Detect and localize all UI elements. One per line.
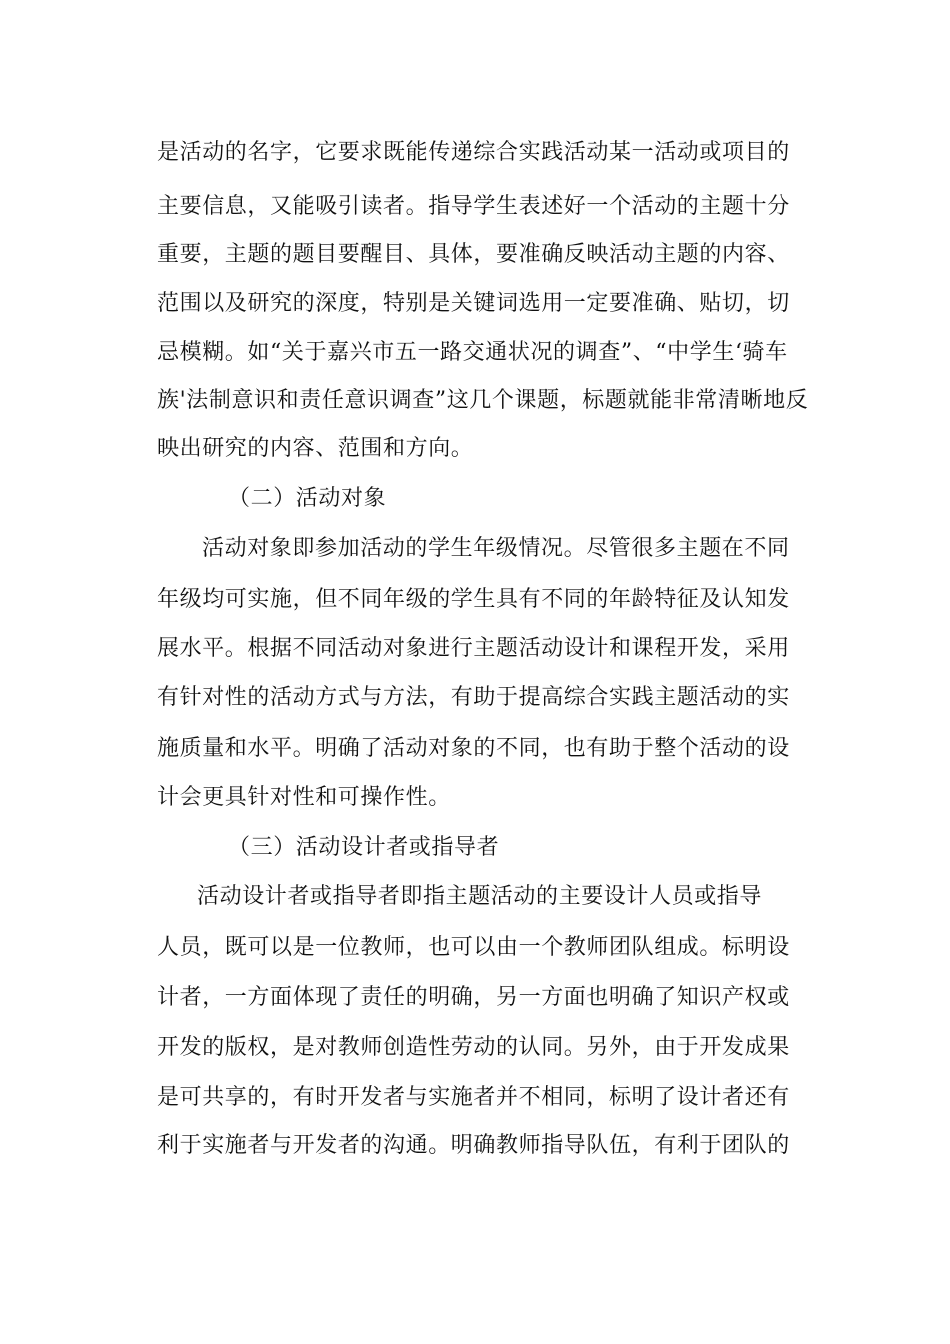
paragraph-line: 计会更具针对性和可操作性。 [157,785,451,810]
paragraph-line: 展水平。根据不同活动对象进行主题活动设计和课程开发，采用 [157,636,790,661]
paragraph-line: 主要信息，又能吸引读者。指导学生表述好一个活动的主题十分 [157,194,790,219]
section-heading: （二）活动对象 [228,486,387,511]
paragraph-line: 映出研究的内容、范围和方向。 [157,436,474,461]
paragraph-line: 是活动的名字，它要求既能传递综合实践活动某一活动或项目的 [157,140,790,165]
paragraph-line: 年级均可实施，但不同年级的学生具有不同的年龄特征及认知发 [157,587,790,612]
paragraph-line: 族'法制意识和责任意识调查”这几个课题，标题就能非常清晰地反 [157,388,809,413]
paragraph-line: 范围以及研究的深度，特别是关键词选用一定要准确、贴切，切 [157,291,790,316]
paragraph-line: 施质量和水平。明确了活动对象的不同，也有助于整个活动的设 [157,736,790,761]
paragraph-line: 人员，既可以是一位教师，也可以由一个教师团队组成。标明设 [157,935,790,960]
paragraph-line: 利于实施者与开发者的沟通。明确教师指导队伍，有利于团队的 [157,1133,790,1158]
paragraph-line: 活动设计者或指导者即指主题活动的主要设计人员或指导 [197,884,763,909]
paragraph-line: 是可共享的，有时开发者与实施者并不相同，标明了设计者还有 [157,1085,790,1110]
section-heading: （三）活动设计者或指导者 [228,835,500,860]
paragraph-line: 忌模糊。如“关于嘉兴市五一路交通状况的调查”、“中学生‘骑车 [157,340,788,365]
paragraph-line: 重要，主题的题目要醒目、具体，要准确反映活动主题的内容、 [157,242,790,267]
paragraph-line: 活动对象即参加活动的学生年级情况。尽管很多主题在不同 [202,536,790,561]
paragraph-line: 计者，一方面体现了责任的明确，另一方面也明确了知识产权或 [157,985,790,1010]
paragraph-line: 有针对性的活动方式与方法，有助于提高综合实践主题活动的实 [157,685,790,710]
paragraph-line: 开发的版权，是对教师创造性劳动的认同。另外，由于开发成果 [157,1035,790,1060]
